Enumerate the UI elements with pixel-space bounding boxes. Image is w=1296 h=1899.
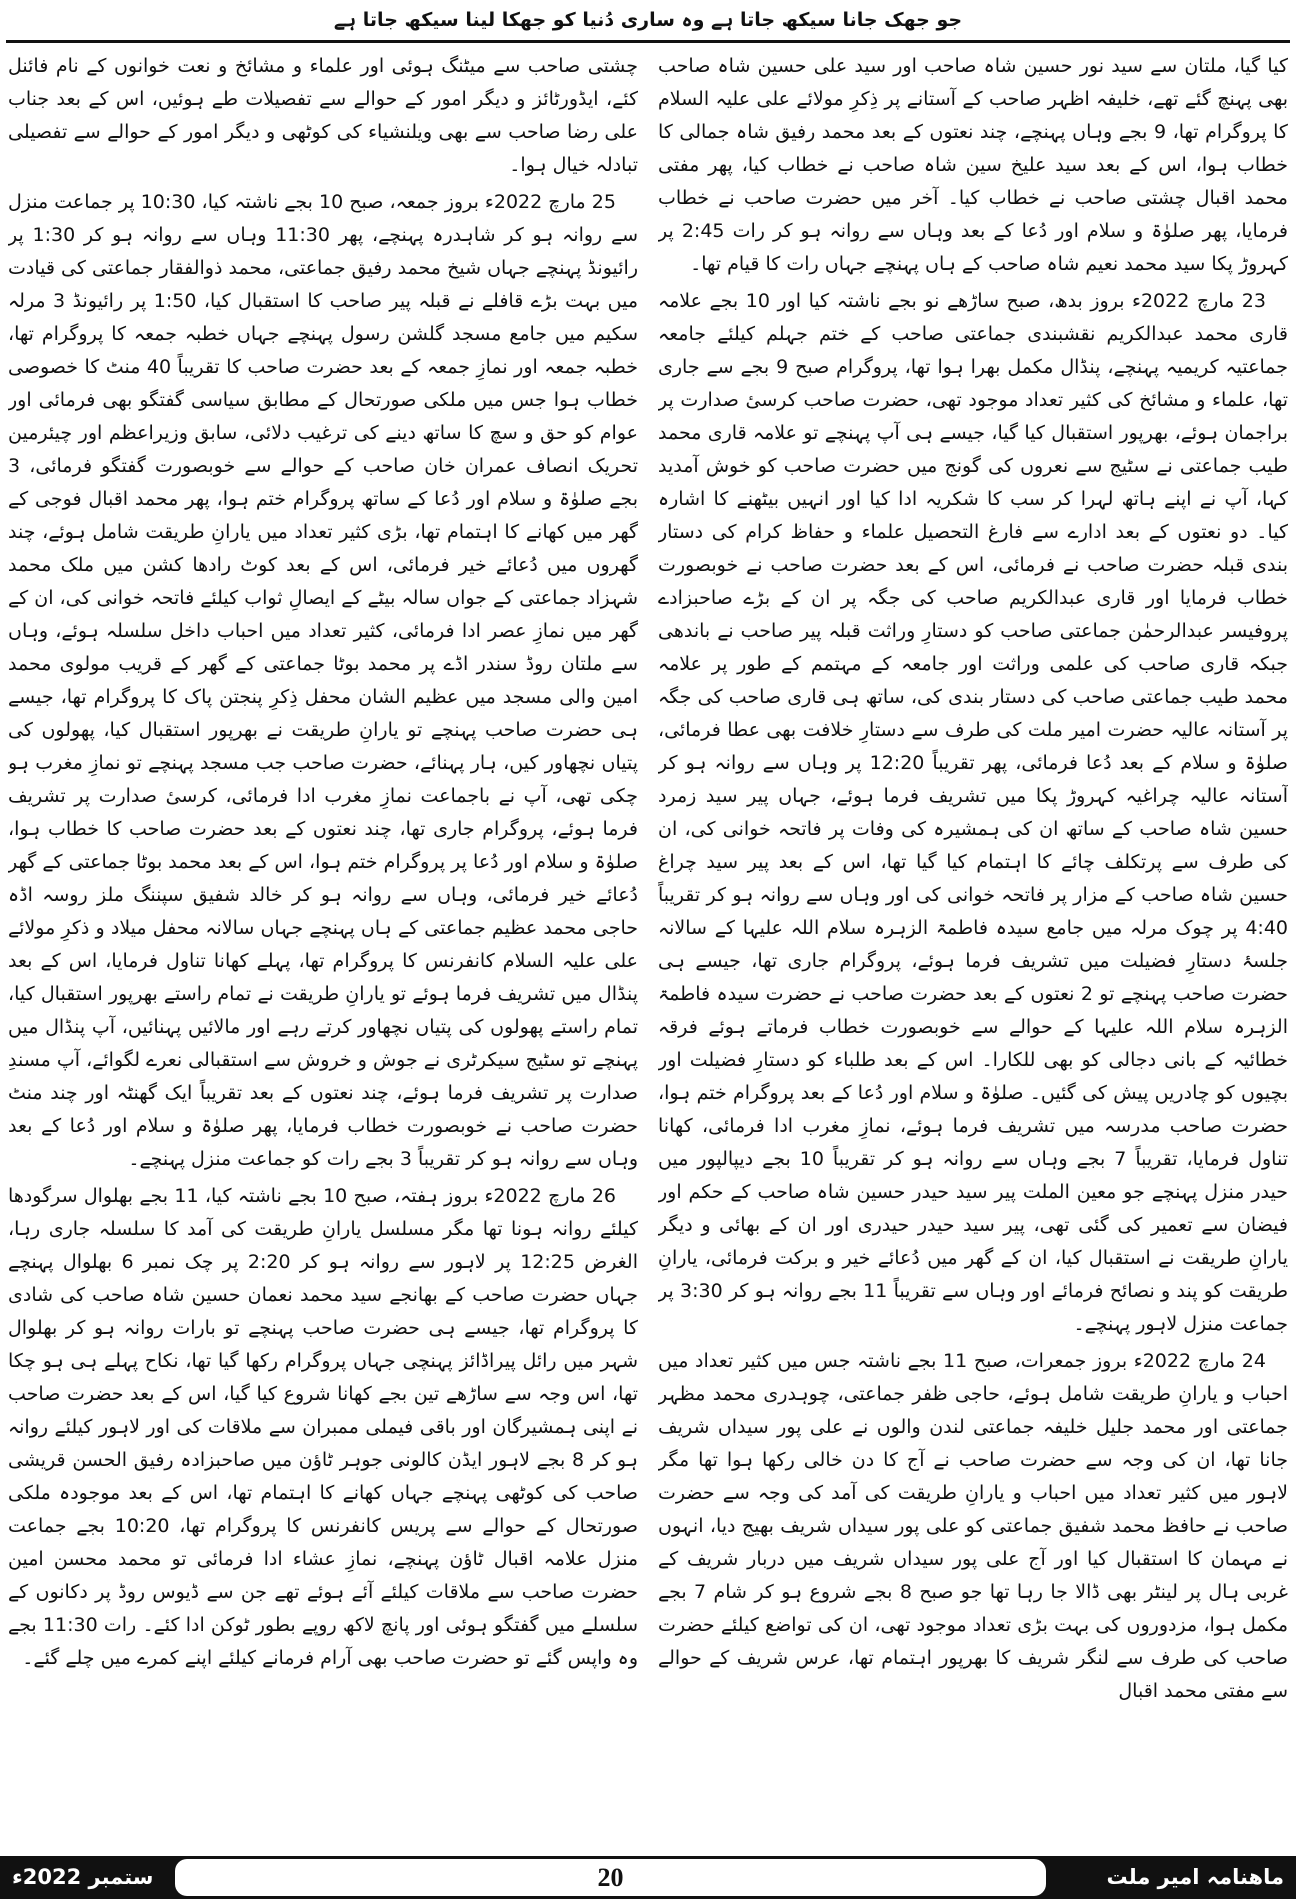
page-header-quote: جو جھک جانا سیکھ جاتا ہے وہ ساری دُنیا کو جھکا لینا سیکھ جاتا ہے xyxy=(333,9,963,31)
page-number: 20 xyxy=(175,1859,1046,1896)
paragraph: 24 مارچ 2022ء بروز جمعرات، صبح 11 بجے ناشتہ جس میں کثیر تعداد میں احباب و یارانِ طریقت شامل ہوئے، حاجی ظفر جماعتی، چوہدری محمد مظہر جماعتی اور محمد جلیل خلیفہ جماعتی لندن والوں نے علی پور سیداں شریف جانا تھا، ان کی وجہ سے حضرت صاحب نے آج کا دن خالی رکھا ہوا تھا مگر لاہور میں کثیر تعداد میں احباب و یارانِ طریقت کی آمد کی وجہ سے حضرت صاحب نے حافظ محمد شفیق جماعتی کو علی پور سیداں شریف بھیج دیا، انہوں نے مہمان کا استقبال کیا اور آج علی پور سیداں شریف میں دربار شریف کے غربی ہال پر لینٹر بھی ڈالا جا رہا تھا جو صبح 8 بجے شروع ہو کر شام 7 بجے مکمل ہوا، مزدوروں کی بہت بڑی تعداد موجود تھی، ان کی تواضع کیلئے حضرت صاحب کی طرف سے لنگر شریف کا بھرپور اہتمام تھا، عرس شریف کے حوالے سے مفتی محمد اقبال xyxy=(658,1350,1288,1702)
magazine-name: ماھنامہ امیر ملت xyxy=(1106,1865,1284,1889)
paragraph: 23 مارچ 2022ء بروز بدھ، صبح ساڑھے نو بجے ناشتہ کیا اور 10 بجے علامہ قاری محمد عبدالکریم نقشبندی جماعتی صاحب کے ختم جہلم کیلئے جامعہ جماعتیہ کریمیہ پہنچے، پنڈال مکمل بھرا ہوا تھا، پروگرام صبح 9 بجے سے جاری تھا، علماء و مشائخ کی کثیر تعداد موجود تھی، حضرت صاحب کرسیٔ صدارت پر براجمان ہوئے، بھرپور استقبال کیا گیا، جیسے ہی آپ پہنچے تو علامہ قاری محمد طیب جماعتی نے سٹیج سے نعروں کی گونج میں حضرت صاحب کو خوش آمدید کہا، آپ نے اپنے ہاتھ لہرا کر سب کا شکریہ ادا کیا اور انہیں بیٹھنے کا اشارہ کیا۔ دو نعتوں کے بعد ادارے سے فارغ التحصیل علماء و حفاظ کرام کی دستار بندی قبلہ حضرت صاحب نے فرمائی، اس کے بعد حضرت صاحب نے خوبصورت خطاب فرمایا اور قاری عبدالکریم صاحب کی جگہ پر ان کے بڑے صاحبزادے پروفیسر عبدالرحمٰن جماعتی صاحب کو دستارِ وراثت قبلہ پیر صاحب نے باندھی جبکہ قاری صاحب کی علمی وراثت اور جامعہ کے مہتمم کے طور پر علامہ محمد طیب جماعتی صاحب کی دستار بندی کی، ساتھ ہی قاری صاحب کی جگہ پر آستانہ عالیہ حضرت امیر ملت کی طرف سے دستارِ خلافت بھی عطا فرمائی، صلوٰۃ و سلام کے بعد دُعا فرمائی، پھر تقریباً 12:20 پر وہاں سے روانہ ہو کر آستانہ عالیہ چراغیہ کہروڑ پکا میں تشریف فرما ہوئے، جہاں پیر سید زمرد حسین شاہ صاحب کے ساتھ ان کی ہمشیرہ کی وفات پر فاتحہ خوانی کی، ان کی طرف سے پرتکلف چائے کا اہتمام کیا گیا تھا، اس کے بعد پیر سید چراغ حسین شاہ صاحب کے مزار پر فاتحہ خوانی کی اور وہاں سے روانہ ہو کر تقریباً 4:40 پر چوک مرلہ میں جامع سیدہ فاطمۃ الزہرہ سلام اللہ علیہا کے سالانہ جلسۂ دستارِ فضیلت میں تشریف فرما ہوئے، پروگرام جاری تھا، جیسے ہی حضرت صاحب پہنچے تو 2 نعتوں کے بعد حضرت صاحب نے حضرت سیدہ فاطمۃ الزہرہ سلام اللہ علیہا کے حوالے سے خوبصورت خطاب فرماتے ہوئے فرقہ خطائیہ کے بانی دجالی کو بھی للکارا۔ اس کے بعد طلباء کو دستارِ فضیلت اور بچیوں کو چادریں پیش کی گئیں۔ صلوٰۃ و سلام اور دُعا کے بعد پروگرام ختم ہوا، حضرت صاحب مدرسہ میں تشریف فرما ہوئے، نمازِ مغرب ادا فرمائی، کھانا تناول فرمایا، تقریباً 7 بجے وہاں سے روانہ ہو کر تقریباً 10 بجے دیپالپور میں حیدر منزل پہنچے جو معین الملت پیر سید حیدر حسین شاہ صاحب کے حکم اور فیضان سے تعمیر کی گئی تھی، پیر سید حیدر حیدری اور ان کے بھائی و دیگر یارانِ طریقت نے استقبال کیا، ان کے گھر میں دُعائے خیر و برکت فرمائی، یارانِ طریقت کو پند و نصائح فرمائے اور وہاں سے تقریباً 11 بجے روانہ ہو کر 3:30 پر جماعت منزل لاہور پہنچے۔ xyxy=(658,290,1288,1335)
issue-date: ستمبر 2022ء xyxy=(12,1865,154,1889)
paragraph: کیا گیا، ملتان سے سید نور حسین شاہ صاحب اور سید علی حسین شاہ صاحب بھی پہنچ گئے تھے، خلیفہ اظہر صاحب کے آستانے پر ذِکرِ مولائے علی علیہ السلام کا پروگرام تھا، 9 بجے وہاں پہنچے، چند نعتوں کے بعد محمد رفیق شاہ جمالی کا خطاب ہوا، اس کے بعد سید علیخ سین شاہ صاحب نے خطاب کیا، پھر مفتی محمد اقبال چشتی صاحب نے خطاب کیا۔ آخر میں حضرت صاحب نے خطاب فرمایا، پھر صلوٰۃ و سلام اور دُعا کے بعد وہاں سے روانہ ہو کر رات 2:45 پر کہروڑ پکا سید محمد نعیم شاہ صاحب کے ہاں پہنچے جہاں رات کا قیام تھا۔ xyxy=(658,55,1288,275)
left-column xyxy=(8,50,638,1850)
paragraph: 26 مارچ 2022ء بروز ہفتہ، صبح 10 بجے ناشتہ کیا، 11 بجے بھلوال سرگودھا کیلئے روانہ ہونا تھا مگر مسلسل یارانِ طریقت کی آمد کا سلسلہ جاری رہا، الغرض 12:25 پر لاہور سے روانہ ہو کر 2:20 پر چک نمبر 6 بھلوال پہنچے جہاں حضرت صاحب کے بھانجے سید محمد نعمان حسین شاہ صاحب کی شادی کا پروگرام تھا، جیسے ہی حضرت صاحب پہنچے تو بارات روانہ ہو کر بھلوال شہر میں رائل پیراڈائز پہنچی جہاں پروگرام رکھا گیا تھا، نکاح پہلے ہی ہو چکا تھا، اس وجہ سے ساڑھے تین بجے کھانا شروع کیا گیا، اس کے بعد حضرت صاحب نے اپنی ہمشیرگان اور باقی فیملی ممبران سے ملاقات کی اور لاہور کیلئے روانہ ہو کر 8 بجے لاہور ایڈن کالونی جوہر ٹاؤن میں صاحبزادہ رفیق الحسن قریشی صاحب کی کوٹھی پہنچے جہاں کھانے کا اہتمام تھا، اس کے بعد موجودہ ملکی صورتحال کے حوالے سے پریس کانفرنس کا پروگرام تھا، 10:20 بجے جماعت منزل علامہ اقبال ٹاؤن پہنچے، نمازِ عشاء ادا فرمائی تو محمد محسن امین حضرت صاحب سے ملاقات کیلئے آئے ہوئے تھے جن سے ڈیوس روڈ پر دکانوں کے سلسلے میں گفتگو ہوئی اور پانچ لاکھ روپے بطور ٹوکن ادا کئے۔ رات 11:30 بجے وہ واپس گئے تو حضرت صاحب بھی آرام فرمانے کیلئے اپنے کمرے میں چلے گئے۔ xyxy=(8,1185,638,1669)
right-column xyxy=(658,50,1288,1850)
paragraph: چشتی صاحب سے میٹنگ ہوئی اور علماء و مشائخ و نعت خوانوں کے نام فائنل کئے، ایڈورٹائز و دیگر امور کے حوالے سے تفصیلات طے ہوئیں، اس کے بعد جناب علی رضا صاحب سے بھی ویلنشیاء کی کوٹھی و دیگر امور کے حوالے سے تفصیلی تبادلہ خیال ہوا۔ xyxy=(8,55,638,176)
page-footer xyxy=(0,1856,1296,1899)
paragraph: 25 مارچ 2022ء بروز جمعہ، صبح 10 بجے ناشتہ کیا، 10:30 پر جماعت منزل سے روانہ ہو کر شاہدرہ پہنچے، پھر 11:30 وہاں سے روانہ ہو کر 1:30 پر رائیونڈ پہنچے جہاں شیخ محمد رفیق جماعتی، محمد ذوالفقار جماعتی کی قیادت میں بہت بڑے قافلے نے قبلہ پیر صاحب کا استقبال کیا، 1:50 پر رائیونڈ 3 مرلہ سکیم میں جامع مسجد گلشن رسول پہنچے جہاں خطبہ جمعہ کا پروگرام تھا، خطبہ جمعہ اور نمازِ جمعہ کے بعد حضرت صاحب کا تقریباً 40 منٹ کا خصوصی خطاب ہوا جس میں ملکی صورتحال کے مطابق سیاسی گفتگو بھی فرمائی اور عوام کو حق و سچ کا ساتھ دینے کی ترغیب دلائی، سابق وزیراعظم اور چیئرمین تحریک انصاف عمران خان صاحب کے حوالے سے خوبصورت گفتگو فرمائی، 3 بجے صلوٰۃ و سلام اور دُعا کے ساتھ پروگرام ختم ہوا، پھر محمد اقبال فوجی کے گھر میں کھانے کا اہتمام تھا، بڑی کثیر تعداد میں یارانِ طریقت شامل ہوئے، چند گھروں میں دُعائے خیر فرمائی، اس کے بعد کوٹ رادھا کشن میں ملک محمد شہزاد جماعتی کے جواں سالہ بیٹے کے ایصالِ ثواب کیلئے فاتحہ خوانی کی، ان کے گھر میں نمازِ عصر ادا فرمائی، کثیر تعداد میں احباب داخل سلسلہ ہوئے، وہاں سے ملتان روڈ سندر اڈے پر محمد بوٹا جماعتی کے گھر کے قریب مولوی محمد امین والی مسجد میں عظیم الشان محفل ذِکرِ پنجتن پاک کا پروگرام تھا، جیسے ہی حضرت صاحب پہنچے تو یارانِ طریقت نے بھرپور استقبال کیا، پھولوں کی پتیاں نچھاور کیں، ہار پہنائے، حضرت صاحب جب مسجد پہنچے تو نمازِ مغرب ہو چکی تھی، آپ نے باجماعت نمازِ مغرب ادا فرمائی، کرسیٔ صدارت پر تشریف فرما ہوئے، پروگرام جاری تھا، چند نعتوں کے بعد حضرت صاحب کا خطاب ہوا، صلوٰۃ و سلام اور دُعا پر پروگرام ختم ہوا، اس کے بعد محمد بوٹا جماعتی کے گھر دُعائے خیر فرمائی، وہاں سے روانہ ہو کر خالد شفیق سپننگ ملز روسہ اڈہ حاجی محمد عظیم جماعتی کے ہاں پہنچے جہاں سالانہ محفل میلاد و ذکرِ مولائے علی علیہ السلام کانفرنس کا پروگرام تھا، پہلے کھانا تناول فرمایا، اس کے بعد پنڈال میں تشریف فرما ہوئے تو یارانِ طریقت نے تمام راستے بھرپور استقبال کیا، تمام راستے پھولوں کی پتیاں نچھاور کرتے رہے اور مالائیں پہنائیں، آپ پنڈال میں پہنچے تو سٹیج سیکرٹری نے جوش و خروش سے استقبالی نعرے لگوائے، آپ مسندِ صدارت پر تشریف فرما ہوئے، چند نعتوں کے بعد تقریباً ایک گھنٹہ اور چند منٹ حضرت صاحب نے خوبصورت خطاب فرمایا، پھر صلوٰۃ و سلام اور دُعا کے بعد وہاں سے روانہ ہو کر تقریباً 3 بجے رات کو جماعت منزل پہنچے۔ xyxy=(8,191,638,1170)
header-rule xyxy=(6,40,1290,43)
